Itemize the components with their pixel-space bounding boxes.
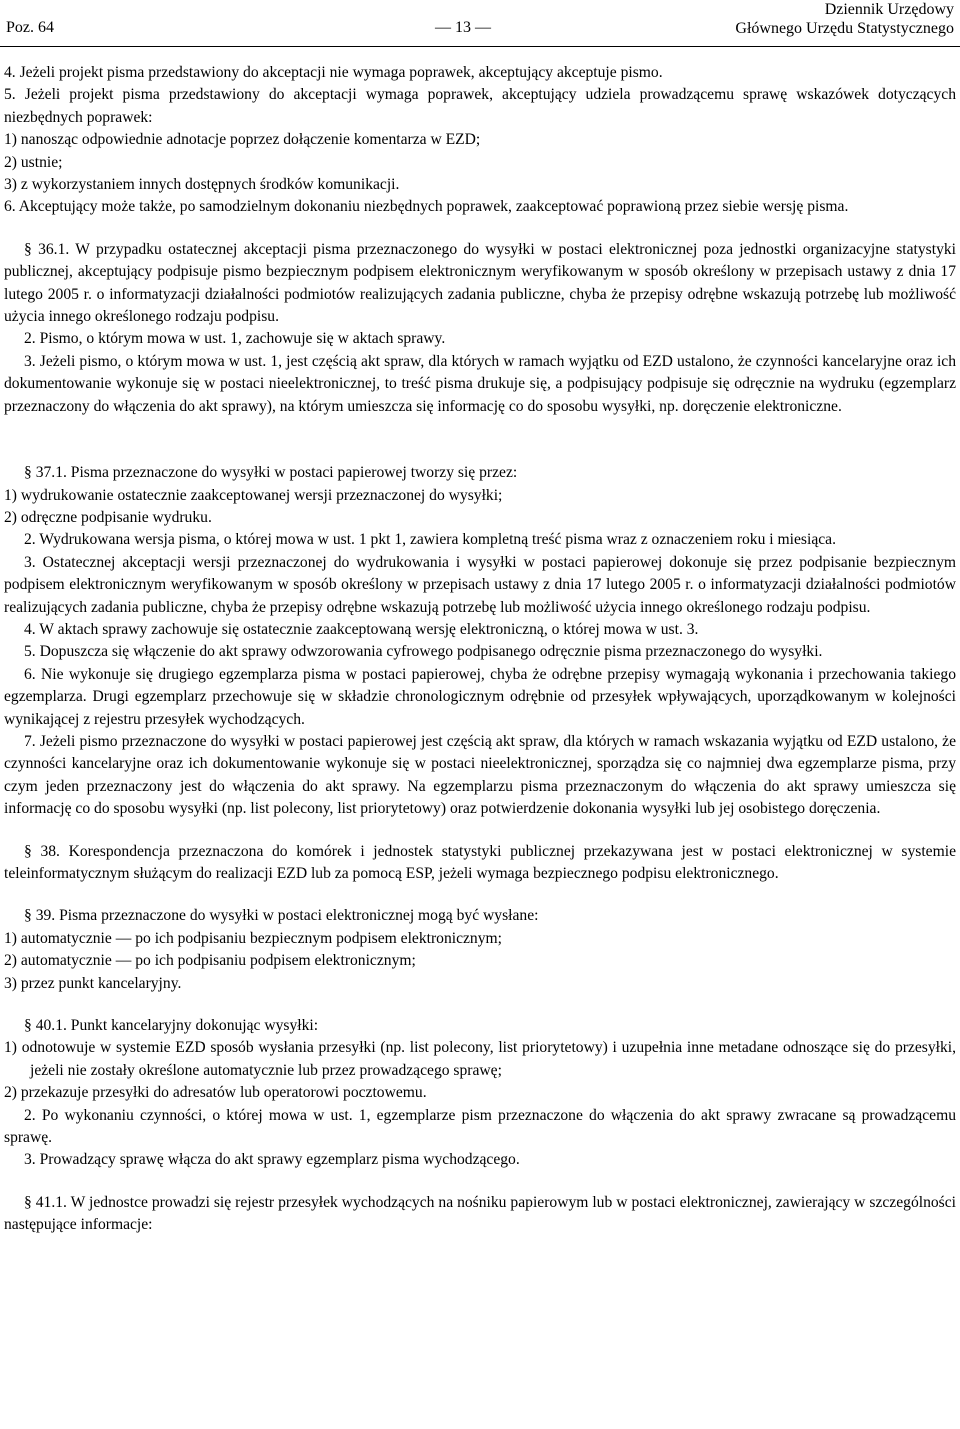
section-37: § 37.1. Pisma przeznaczone do wysyłki w postaci papierowej tworzy się przez: bbox=[24, 464, 518, 482]
list-item: 1) nanosząc odpowiednie adnotacje poprzez dołączenie komentarza w EZD; bbox=[4, 131, 481, 149]
paragraph: 2. Po wykonaniu czynności, o której mowa w ust. 1, egzemplarze pism przeznaczone do włączenia do akt sprawy zwracane są prowadzącemu sprawę. bbox=[4, 1106, 956, 1147]
paragraph: 3. Jeżeli pismo, o którym mowa w ust. 1, jest częścią akt spraw, dla których w ramach wyjątku od EZD ustalono, że czynności kancelaryjne oraz ich dokumentowanie wykonuje się w postaci nieelektronicznej, to treść pisma drukuje się, a podpisujący podpisuje się odręcznie na wydruku (egzemplarz przeznaczony do włączenia do akt sprawy), na którym umieszcza się informację co do sposobu wysyłki, np. doręczenie elektroniczne. bbox=[4, 352, 956, 415]
list-item: 1) odnotowuje w systemie EZD sposób wysłania przesyłki (np. list polecony, list priorytetowy) i uzupełnia inne metadane odnoszące się do przesyłki, jeżeli nie zostały określone automatycznie lub przez prowadzącego sprawę; bbox=[4, 1039, 956, 1079]
section-41: § 41.1. W jednostce prowadzi się rejestr przesyłek wychodzących na nośniku papierowym lub w postaci elektronicznej, zawierający w szczególności następujące informacje: bbox=[4, 1193, 956, 1234]
list-item: 2) przekazuje przesyłki do adresatów lub operatorowi pocztowemu. bbox=[4, 1084, 427, 1102]
section-38: § 38. Korespondencja przeznaczona do komórek i jednostek statystyki publicznej przekazywana jest w postaci elektronicznej w systemie teleinformatycznym służącym do realizacji EZD lub za pomocą ESP, jeżeli wymaga bezpiecznego podpisu elektronicznego. bbox=[4, 842, 956, 882]
page-header bbox=[0, 0, 960, 46]
paragraph: 5. Jeżeli projekt pisma przedstawiony do akceptacji wymaga poprawek, akceptujący udziela prowadzącemu sprawę wskazówek dotyczących niezbędnych poprawek: bbox=[4, 86, 956, 126]
paragraph: 6. Akceptujący może także, po samodzielnym dokonaniu niezbędnych poprawek, zaakceptować poprawioną przez siebie wersję pisma. bbox=[4, 198, 849, 216]
section-40: § 40.1. Punkt kancelaryjny dokonując wysyłki: bbox=[24, 1017, 319, 1035]
paragraph: 5. Dopuszcza się włączenie do akt sprawy odwzorowania cyfrowego podpisanego odręcznie pisma przeznaczonego do wysyłki. bbox=[24, 643, 823, 661]
paragraph: 7. Jeżeli pismo przeznaczone do wysyłki w postaci papierowej jest częścią akt spraw, dla których w ramach wskazania wyjątku od EZD ustalono, że czynności kancelaryjne oraz ich dokumentowanie wykonuje się w postaci nieelektronicznej, sporządza się co najmniej dwa egzemplarze pisma, przy czym jeden przeznaczony jest do włączenia do akt sprawy. Na egzemplarzu pisma przeznaczonym do włączenia do akt sprawy umieszcza się informację co do sposobu wysyłki (np. list polecony, list priorytetowy) oraz potwierdzenie dokonania wysyłki lub jej osobistego doręczenia. bbox=[4, 732, 956, 818]
page-number: — 13 — bbox=[435, 19, 491, 36]
paragraph: 4. Jeżeli projekt pisma przedstawiony do akceptacji nie wymaga poprawek, akceptujący akceptuje pismo. bbox=[4, 64, 663, 81]
journal-title-line2: Głównego Urzędu Statystycznego bbox=[735, 20, 954, 37]
list-item: 2) ustnie; bbox=[4, 153, 63, 171]
header-rule bbox=[0, 46, 960, 47]
list-item: 1) automatycznie — po ich podpisaniu bezpiecznym podpisem elektronicznym; bbox=[4, 929, 502, 947]
position-number: Poz. 64 bbox=[6, 19, 54, 36]
section-39: § 39. Pisma przeznaczone do wysyłki w postaci elektronicznej mogą być wysłane: bbox=[24, 907, 539, 925]
paragraph: 3. Ostatecznej akceptacji wersji przeznaczonej do wydrukowania i wysyłki w postaci papierowej dokonuje się przez podpisanie bezpiecznym podpisem elektronicznym weryfikowanym w sposób określony w przepisach ustawy z dnia 17 lutego 2005 r. o informatyzacji działalności podmiotów realizujących zadania publiczne, chyba że przepisy odrębne wskazują potrzebę lub możliwość użycia innego określonego rodzaju podpisu. bbox=[4, 553, 956, 616]
paragraph: 6. Nie wykonuje się drugiego egzemplarza pisma w postaci papierowej, chyba że odrębne przepisy wymagają wykonania i przechowania takiego egzemplarza. Drugi egzemplarz przechowuje się w składzie chronologicznym odrębnie od przesyłek wpływających, uporządkowanym w kolejności wynikającej z rejestru przesyłek wychodzących. bbox=[4, 665, 956, 728]
document-body bbox=[4, 62, 956, 1237]
list-item: 2) automatycznie — po ich podpisaniu podpisem elektronicznym; bbox=[4, 952, 416, 970]
list-item: 3) przez punkt kancelaryjny. bbox=[4, 974, 182, 992]
paragraph: 2. Pismo, o którym mowa w ust. 1, zachowuje się w aktach sprawy. bbox=[24, 330, 446, 348]
paragraph: 2. Wydrukowana wersja pisma, o której mowa w ust. 1 pkt 1, zawiera kompletną treść pisma wraz z oznaczeniem roku i miesiąca. bbox=[24, 531, 836, 549]
paragraph: 3. Prowadzący sprawę włącza do akt sprawy egzemplarz pisma wychodzącego. bbox=[24, 1151, 520, 1169]
list-item: 3) z wykorzystaniem innych dostępnych środków komunikacji. bbox=[4, 176, 400, 194]
list-item: 2) odręczne podpisanie wydruku. bbox=[4, 508, 212, 526]
paragraph: 4. W aktach sprawy zachowuje się ostatecznie zaakceptowaną wersję elektroniczną, o której mowa w ust. 3. bbox=[24, 620, 699, 638]
section-36: § 36.1. W przypadku ostatecznej akceptacji pisma przeznaczonego do wysyłki w postaci elektronicznej poza jednostki organizacyjne statystyki publicznej, akceptujący podpisuje pismo bezpiecznym podpisem elektronicznym weryfikowanym w sposób określony w przepisach ustawy z dnia 17 lutego 2005 r. o informatyzacji działalności podmiotów realizujących zadania publiczne, chyba że przepisy odrębne wskazują potrzebę lub możliwość użycia innego określonego rodzaju podpisu. bbox=[4, 240, 956, 326]
journal-title-line1: Dziennik Urzędowy bbox=[824, 1, 954, 18]
journal-title bbox=[735, 0, 954, 38]
list-item: 1) wydrukowanie ostatecznie zaakceptowanej wersji przeznaczonej do wysyłki; bbox=[4, 486, 503, 504]
